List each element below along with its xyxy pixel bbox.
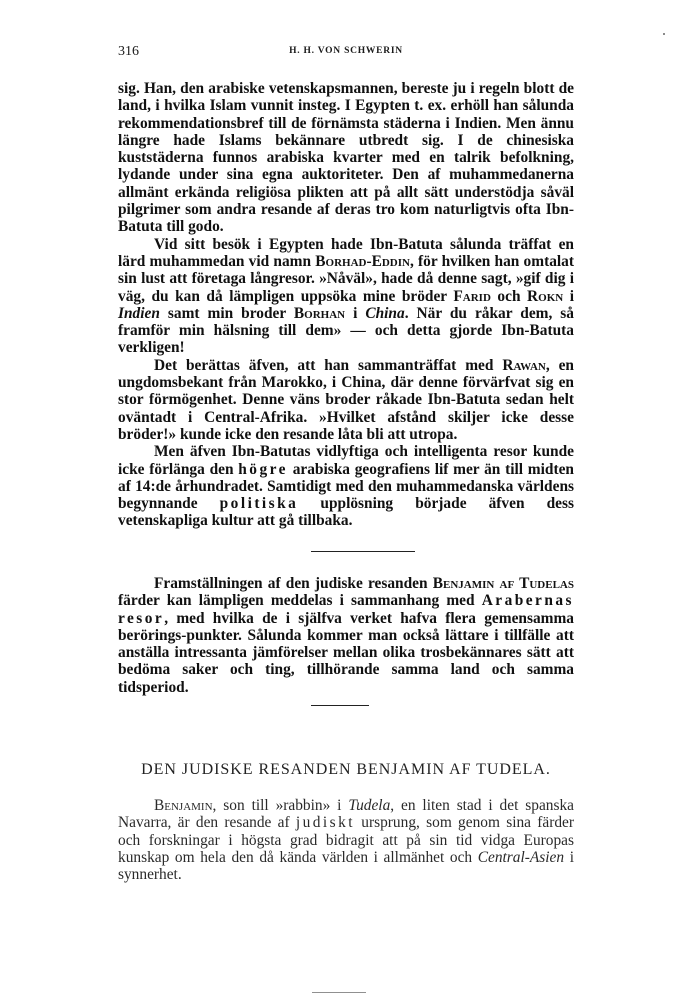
page-number: 316 bbox=[118, 44, 139, 59]
page-speck bbox=[663, 33, 665, 35]
text-run: Tudela bbox=[348, 797, 391, 814]
bottom-divider bbox=[312, 992, 366, 993]
text-run: färder kan lämpligen meddelas i sammanhang med bbox=[118, 592, 482, 610]
text-run: Rawan bbox=[502, 356, 546, 374]
paragraph-4 bbox=[118, 443, 574, 529]
text-run: , med hvilka de i själfva verket hafva flera gemensamma berörings-punkter. Sålunda kommer man också lättare i tillfälle att anställa intressanta jämförelser mellan olika trosbekännares sätt att bedöma saker och ting, tillhörande samma land och samma tidsperiod. bbox=[118, 609, 574, 696]
chapter-title: DEN JUDISKE RESANDEN BENJAMIN AF TUDELA. bbox=[141, 761, 551, 778]
middle-text-block bbox=[118, 575, 574, 696]
bottom-text-block bbox=[118, 797, 574, 883]
text-run: högre bbox=[238, 460, 288, 478]
section-divider-1 bbox=[311, 551, 415, 552]
text-run: China bbox=[365, 304, 405, 322]
page-header bbox=[118, 44, 574, 64]
top-text-block bbox=[118, 80, 574, 530]
paragraph-5 bbox=[118, 575, 574, 696]
text-run: Det berättas äfven, att han sammanträffat med bbox=[154, 356, 503, 374]
text-run: judiskt bbox=[295, 814, 356, 832]
text-run: och bbox=[490, 287, 528, 305]
text-run: Rokn bbox=[527, 287, 564, 305]
text-run: Vid sitt besök i Egypten hade Ibn-Batuta sålunda träffat en lärd muhammedan vid namn bbox=[118, 235, 574, 270]
text-run: sig. Han, den arabiske vetenskapsmannen, bereste ju i regeln blott de land, i hvilka Islam vunnit insteg. I Egypten t. ex. erhöll han sålunda rekommendationsbref till de förnämsta städerna i Indien. Men ännu längre hade Islams bekännare utbredt sig. I de chinesiska kuststäderna funnos arabiska kvarter med en talrik befolkning, lydande under sina egna auktoriteter. Den af muhammedanerna allmänt erkända religiösa plikten att på allt sätt understödja såväl pilgrimer som andra resande af deras tro kom naturligtvis ofta Ibn-Batuta till godo. bbox=[118, 80, 574, 236]
text-run: , en ungdomsbekant från Marokko, i China, där denne förvärfvat sig en stor förmögenhet. Denne väns broder råkade Ibn-Batuta sedan helt oväntadt i Central-Afrika. »Hvilket afstånd skiljer icke desse bröder!» kunde icke den resande låta bli att utropa. bbox=[118, 356, 574, 443]
text-run: Farid bbox=[453, 287, 491, 305]
text-run: arabiska geografiens lif mer än till midten af 14:de århundradet. Samtidigt med den muhammedanska världens begynnande bbox=[118, 460, 574, 513]
text-run: i synnerhet. bbox=[118, 848, 575, 884]
text-run: i bbox=[563, 287, 574, 305]
text-run: . När du råkar dem, så framför min hälsning till dem» — och detta gjorde Ibn-Batuta verkligen! bbox=[118, 304, 574, 357]
text-run: upplösning började äfven dess vetenskapliga kultur att gå tillbaka. bbox=[118, 495, 574, 530]
text-run: samt min broder bbox=[159, 304, 294, 322]
text-run: , en liten stad i det spanska Navarra, är den resande af bbox=[118, 797, 574, 832]
paragraph-6 bbox=[118, 797, 574, 883]
text-run: Benjamin bbox=[154, 797, 213, 814]
paragraph-1 bbox=[118, 80, 574, 236]
running-head: H. H. VON SCHWERIN bbox=[289, 46, 403, 56]
text-run: Framställningen af den judiske resanden bbox=[154, 575, 433, 592]
text-run: , son till »rabbin» i bbox=[212, 797, 349, 814]
text-run: Borhan bbox=[293, 304, 346, 322]
text-run: i bbox=[345, 304, 366, 322]
text-run: Central-Asien bbox=[477, 848, 565, 866]
section-divider-2 bbox=[311, 705, 369, 706]
paragraph-3 bbox=[118, 357, 574, 443]
paragraph-2 bbox=[118, 236, 574, 357]
text-run: Benjamin af Tudelas bbox=[432, 575, 574, 592]
text-run: , för hvilken han omtalat sin lust att företaga långresor. »Nåväl», hade då denne sagt, »gif dig i väg, du kan då lämpligen uppsöka mine bröder bbox=[118, 252, 574, 305]
text-run: ursprung, som genom sina färder och forskningar i högsta grad bidragit att på sin tid vidga Europas kunskap om hela den då kända världen i allmänhet och bbox=[118, 814, 574, 866]
text-run: Indien bbox=[118, 304, 160, 322]
text-run: Borhad-Eddin bbox=[315, 252, 410, 270]
text-run: Men äfven Ibn-Batutas vidlyftiga och intelligenta resor kunde icke förlänga den bbox=[118, 443, 574, 478]
text-run: politiska bbox=[219, 495, 299, 513]
text-run: Arabernas resor bbox=[118, 592, 574, 627]
